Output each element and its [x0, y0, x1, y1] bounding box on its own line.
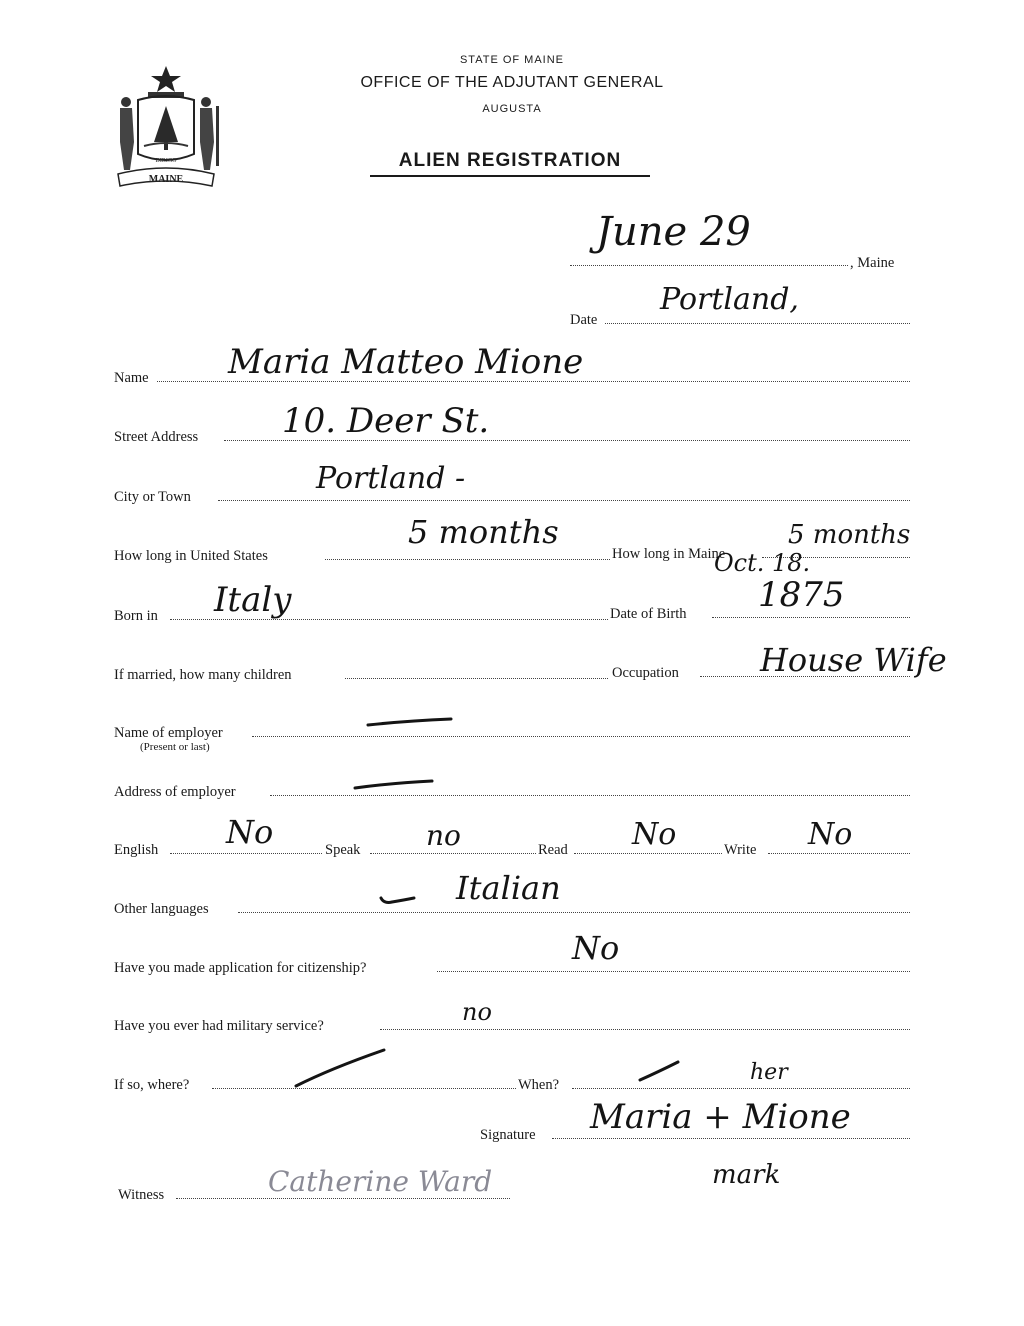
maine-label: , Maine	[850, 255, 895, 271]
when-extra-entry: her	[750, 1060, 788, 1085]
other-languages-entry: Italian	[456, 869, 561, 907]
read-label: Read	[538, 842, 568, 858]
born-in-entry: Italy	[214, 580, 292, 620]
us-duration-entry: 5 months	[408, 513, 559, 551]
speak-entry: no	[426, 819, 461, 852]
street-label: Street Address	[114, 429, 199, 445]
name-entry: Maria Matteo Mione	[228, 342, 584, 382]
signature-line	[552, 1138, 910, 1139]
street-entry: 10. Deer St.	[282, 401, 490, 441]
citizenship-line	[437, 971, 910, 972]
when-slash	[636, 1058, 682, 1084]
write-line	[768, 853, 910, 854]
read-entry: No	[632, 817, 677, 852]
speak-line	[370, 853, 536, 854]
occupation-label: Occupation	[612, 665, 679, 681]
svg-text:MAINE: MAINE	[148, 174, 184, 185]
other-languages-line	[238, 912, 910, 913]
city-label: City or Town	[114, 489, 191, 505]
office-heading: OFFICE OF THE ADJUTANT GENERAL	[360, 74, 664, 91]
us-duration-line	[325, 559, 610, 560]
birth-year-entry: 1875	[758, 575, 845, 615]
children-line	[345, 678, 608, 679]
form-title: ALIEN REGISTRATION	[370, 150, 650, 177]
when-line	[572, 1088, 910, 1089]
english-entry: No	[226, 813, 274, 851]
place-line	[570, 265, 848, 266]
other-languages-dash	[378, 892, 418, 910]
children-label: If married, how many children	[114, 667, 292, 683]
dob-line	[712, 617, 910, 618]
employer-address-label: Address of employer	[114, 784, 236, 800]
citizenship-label: Have you made application for citizenship?	[114, 960, 367, 976]
write-label: Write	[724, 842, 757, 858]
name-label: Name	[114, 370, 149, 386]
place-entry: June 29	[596, 209, 751, 255]
other-languages-label: Other languages	[114, 901, 209, 917]
city-line	[218, 500, 910, 501]
birth-month-day-entry: Oct. 18.	[714, 549, 811, 577]
city-heading: AUGUSTA	[482, 103, 542, 115]
employer-sub-label: (Present or last)	[140, 741, 210, 753]
witness-line	[176, 1198, 510, 1199]
where-label: If so, where?	[114, 1077, 190, 1093]
citizenship-entry: No	[572, 929, 620, 967]
occupation-entry: House Wife	[760, 641, 947, 679]
when-label: When?	[518, 1077, 560, 1093]
maine-duration-label: How long in Maine	[612, 546, 726, 562]
date-entry: Portland,	[660, 282, 799, 317]
mark-entry: mark	[712, 1160, 781, 1190]
witness-entry: Catherine Ward	[268, 1165, 493, 1198]
signature-label: Signature	[480, 1127, 536, 1143]
employer-address-line	[270, 795, 910, 796]
military-label: Have you ever had military service?	[114, 1018, 324, 1034]
svg-text:DIRIGO: DIRIGO	[155, 158, 177, 164]
military-entry: no	[462, 998, 492, 1026]
english-label: English	[114, 842, 159, 858]
date-label: Date	[570, 312, 598, 328]
city-entry: Portland -	[316, 461, 466, 496]
employer-name-dash	[365, 716, 455, 730]
state-heading: STATE OF MAINE	[459, 54, 565, 66]
signature-entry: Maria + Mione	[590, 1097, 851, 1137]
read-line	[574, 853, 722, 854]
employer-address-dash	[352, 778, 436, 792]
maine-duration-entry: 5 months	[788, 520, 911, 550]
date-line	[605, 323, 910, 324]
witness-label: Witness	[118, 1187, 165, 1203]
dob-label: Date of Birth	[610, 606, 687, 622]
write-entry: No	[808, 817, 853, 852]
english-line	[170, 853, 322, 854]
military-line	[380, 1029, 910, 1030]
speak-label: Speak	[325, 842, 361, 858]
us-duration-label: How long in United States	[114, 548, 268, 564]
employer-name-line	[252, 736, 910, 737]
where-slash	[292, 1046, 388, 1090]
born-in-label: Born in	[114, 608, 158, 624]
employer-name-label: Name of employer	[114, 725, 223, 741]
